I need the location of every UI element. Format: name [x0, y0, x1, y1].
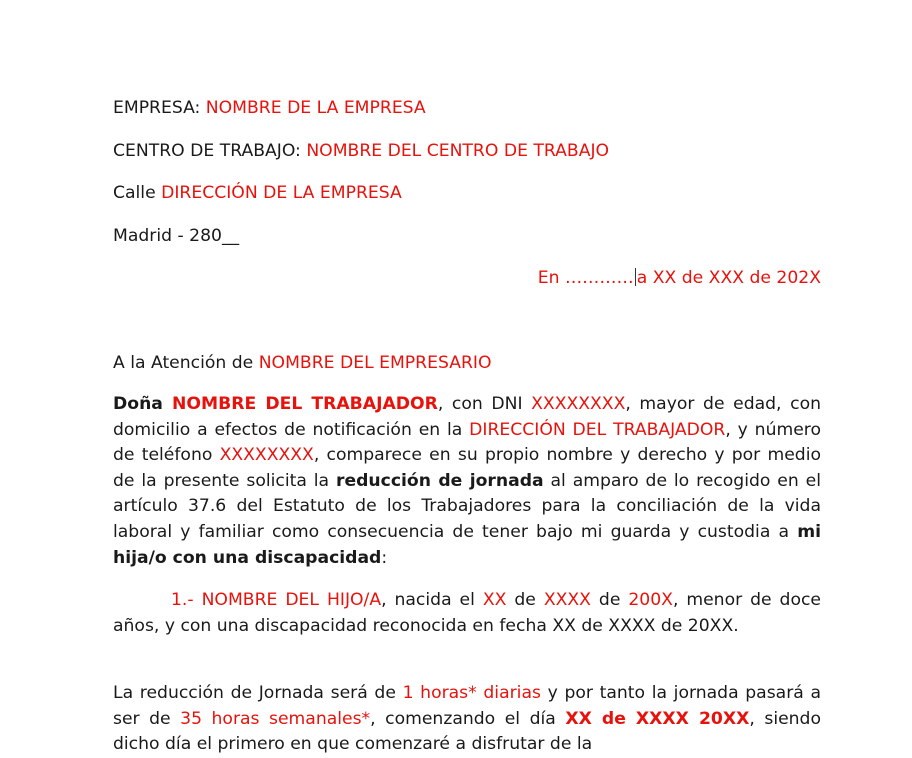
child-paragraph: 1.- NOMBRE DEL HIJO/A, nacida el XX de XXXX de 200X, menor de doce años, y con una discapacidad reconocida en fecha XX de XXXX de 20XX. [113, 590, 822, 636]
start-date: XX de XXXX 20XX [565, 708, 750, 729]
company-label: EMPRESA: [113, 98, 206, 118]
worker-name: NOMBRE DEL TRABAJADOR [172, 394, 438, 414]
attention-line [113, 352, 492, 374]
reduction-paragraph: La reducción de Jornada será de 1 horas* diarias y por tanto la jornada pasará a ser de 35 horas semanales*, comenzando el día XX de XXXX 20XX, siendo dicho día el primero en que comenzaré a disfrutar de la [113, 683, 821, 755]
birth-year: 200X [628, 590, 673, 610]
employer-name: NOMBRE DEL EMPRESARIO [258, 353, 492, 373]
birth-day: XX [482, 590, 507, 610]
request-type: reducción de jornada [335, 470, 544, 491]
company-address: DIRECCIÓN DE LA EMPRESA [161, 183, 402, 203]
dependent-description: mi hija/o con una discapacidad [113, 521, 821, 568]
city-postal-line: Madrid - 280__ [113, 226, 240, 246]
weekly-hours: 35 horas semanales* [180, 708, 371, 729]
workplace-name: NOMBRE DEL CENTRO DE TRABAJO [306, 141, 610, 161]
salutation: Doña [113, 394, 173, 414]
daily-hours: 1 horas* diarias [402, 683, 541, 703]
workplace-label: CENTRO DE TRABAJO: [113, 141, 307, 161]
attention-label: A la Atención de [113, 353, 259, 373]
date-line [538, 267, 821, 289]
street-line [113, 182, 402, 204]
worker-address: DIRECCIÓN DEL TRABAJADOR [469, 419, 726, 440]
street-label: Calle [113, 183, 162, 203]
dni-value: XXXXXXXX [531, 394, 626, 414]
company-name: NOMBRE DE LA EMPRESA [205, 98, 426, 118]
date-value: a XX de XXX de 202X [636, 268, 821, 288]
text-cursor [635, 268, 636, 286]
phone-value: XXXXXXXX [219, 445, 314, 466]
request-paragraph: Doña NOMBRE DEL TRABAJADOR, con DNI XXXXXXXX, mayor de edad, con domicilio a efectos de notificación en la DIRECCIÓN DEL TRABAJADOR, y número de teléfono XXXXXXXX, comparece en su propio nombre y derecho y por medio de la presente solicita la reducción de jornada al amparo de lo recogido en el artículo 37.6 del Estatuto de los Trabajadores para la conciliación de la vida laboral y familiar como consecuencia de tener bajo mi guarda y custodia a mi hija/o con una discapacidad: [113, 394, 822, 568]
company-line [113, 97, 426, 119]
date-place: En ………… [537, 268, 634, 288]
list-number: 1.- [171, 590, 202, 610]
child-name: NOMBRE DEL HIJO/A [201, 590, 382, 610]
workplace-line [113, 140, 609, 162]
birth-month: XXXX [543, 590, 591, 610]
